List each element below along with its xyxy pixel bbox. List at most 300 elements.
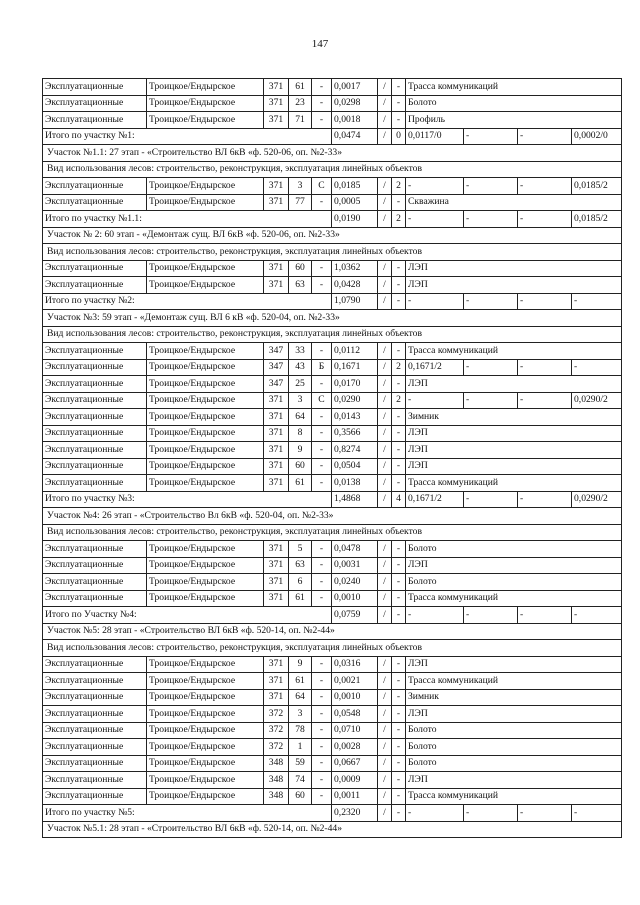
table-cell: - bbox=[312, 194, 332, 211]
table-cell: - bbox=[312, 590, 332, 607]
table-cell: 5 bbox=[289, 541, 312, 558]
forest-plots-table bbox=[42, 78, 622, 838]
table-cell: Троицкое/Ендырское bbox=[147, 590, 264, 607]
table-cell: Троицкое/Ендырское bbox=[147, 194, 264, 211]
table-cell: / bbox=[378, 706, 392, 723]
table-cell: - bbox=[312, 755, 332, 772]
section-title: Вид использования лесов: строительство, реконструкция, эксплуатация линейных объектов bbox=[43, 524, 622, 541]
table-cell: / bbox=[378, 343, 392, 360]
table-cell: 0,0316 bbox=[332, 656, 378, 673]
table-cell: 0,0010 bbox=[332, 689, 378, 706]
table-cell: Зимник bbox=[406, 409, 622, 426]
table-cell: - bbox=[392, 772, 406, 789]
table-cell: / bbox=[378, 79, 392, 96]
table-cell: - bbox=[406, 178, 464, 195]
total-label: Итого по участку №1.1: bbox=[43, 211, 332, 228]
table-cell: Троицкое/Ендырское bbox=[147, 409, 264, 426]
table-cell: ЛЭП bbox=[406, 277, 622, 294]
table-cell: - bbox=[312, 409, 332, 426]
total-cell: - bbox=[572, 805, 622, 822]
total-label: Итого по участку №5: bbox=[43, 805, 332, 822]
section-title: Участок №4: 26 этап - «Строительство Вл 6кВ «ф. 520-04, оп. №2-33» bbox=[43, 508, 622, 525]
table-cell: Эксплуатационные bbox=[43, 178, 147, 195]
table-row bbox=[43, 392, 622, 409]
table-cell: - bbox=[312, 574, 332, 591]
table-cell: / bbox=[378, 376, 392, 393]
table-cell: Эксплуатационные bbox=[43, 95, 147, 112]
total-cell: 0,1671/2 bbox=[406, 491, 464, 508]
table-cell: 61 bbox=[289, 79, 312, 96]
total-cell: 0,0117/0 bbox=[406, 128, 464, 145]
section-header-row bbox=[43, 244, 622, 261]
table-cell: Троицкое/Ендырское bbox=[147, 475, 264, 492]
section-header-row bbox=[43, 821, 622, 838]
section-title: Участок № 2: 60 этап - «Демонтаж сущ. ВЛ 6кВ «ф. 520-06, оп. №2-33» bbox=[43, 227, 622, 244]
table-cell: - bbox=[392, 376, 406, 393]
table-cell: - bbox=[392, 788, 406, 805]
table-cell: ЛЭП bbox=[406, 656, 622, 673]
total-cell: - bbox=[464, 128, 518, 145]
table-cell: / bbox=[378, 95, 392, 112]
table-cell: Эксплуатационные bbox=[43, 788, 147, 805]
table-body bbox=[43, 79, 622, 838]
table-cell: Эксплуатационные bbox=[43, 194, 147, 211]
table-row bbox=[43, 590, 622, 607]
total-cell: - bbox=[464, 491, 518, 508]
table-cell: / bbox=[378, 194, 392, 211]
total-cell: / bbox=[378, 293, 392, 310]
table-cell: 0,0018 bbox=[332, 112, 378, 129]
table-cell: 348 bbox=[264, 788, 289, 805]
table-cell: - bbox=[392, 689, 406, 706]
table-cell: - bbox=[392, 95, 406, 112]
table-cell: / bbox=[378, 755, 392, 772]
table-cell: 371 bbox=[264, 689, 289, 706]
table-cell: Трасса коммуникаций bbox=[406, 590, 622, 607]
table-cell: 0,0428 bbox=[332, 277, 378, 294]
table-cell: Троицкое/Ендырское bbox=[147, 755, 264, 772]
table-cell: 43 bbox=[289, 359, 312, 376]
table-cell: / bbox=[378, 409, 392, 426]
table-cell: Эксплуатационные bbox=[43, 458, 147, 475]
section-header-row bbox=[43, 326, 622, 343]
total-cell: - bbox=[518, 805, 572, 822]
table-cell: Эксплуатационные bbox=[43, 541, 147, 558]
table-cell: / bbox=[378, 458, 392, 475]
table-cell: ЛЭП bbox=[406, 706, 622, 723]
table-cell: Эксплуатационные bbox=[43, 755, 147, 772]
table-cell: / bbox=[378, 689, 392, 706]
table-cell: Эксплуатационные bbox=[43, 79, 147, 96]
total-cell: 0,0290/2 bbox=[572, 491, 622, 508]
table-cell: Болото bbox=[406, 541, 622, 558]
table-cell: 71 bbox=[289, 112, 312, 129]
table-cell: 371 bbox=[264, 260, 289, 277]
table-cell: - bbox=[312, 475, 332, 492]
table-cell: Троицкое/Ендырское bbox=[147, 425, 264, 442]
table-cell: / bbox=[378, 772, 392, 789]
total-cell: 0,2320 bbox=[332, 805, 378, 822]
table-row bbox=[43, 739, 622, 756]
table-row bbox=[43, 95, 622, 112]
table-cell: - bbox=[464, 178, 518, 195]
table-cell: - bbox=[312, 673, 332, 690]
table-cell: / bbox=[378, 739, 392, 756]
table-cell: ЛЭП bbox=[406, 772, 622, 789]
table-cell: Эксплуатационные bbox=[43, 590, 147, 607]
table-cell: Троицкое/Ендырское bbox=[147, 112, 264, 129]
table-cell: 371 bbox=[264, 574, 289, 591]
table-cell: Трасса коммуникаций bbox=[406, 673, 622, 690]
table-row bbox=[43, 673, 622, 690]
table-cell: 64 bbox=[289, 409, 312, 426]
table-cell: / bbox=[378, 788, 392, 805]
table-cell: 0,0290/2 bbox=[572, 392, 622, 409]
table-cell: Эксплуатационные bbox=[43, 722, 147, 739]
section-title: Вид использования лесов: строительство, реконструкция, эксплуатация линейных объектов bbox=[43, 161, 622, 178]
table-cell: / bbox=[378, 112, 392, 129]
table-cell: ЛЭП bbox=[406, 376, 622, 393]
table-cell: / bbox=[378, 574, 392, 591]
section-header-row bbox=[43, 161, 622, 178]
table-row bbox=[43, 557, 622, 574]
table-cell: 33 bbox=[289, 343, 312, 360]
table-cell: Троицкое/Ендырское bbox=[147, 656, 264, 673]
table-cell: Троицкое/Ендырское bbox=[147, 689, 264, 706]
total-cell: / bbox=[378, 128, 392, 145]
table-cell: ЛЭП bbox=[406, 442, 622, 459]
total-cell: / bbox=[378, 607, 392, 624]
table-cell: ЛЭП bbox=[406, 557, 622, 574]
table-cell: 0,0031 bbox=[332, 557, 378, 574]
total-cell: 0,0759 bbox=[332, 607, 378, 624]
table-row bbox=[43, 112, 622, 129]
table-row bbox=[43, 541, 622, 558]
table-cell: Троицкое/Ендырское bbox=[147, 95, 264, 112]
total-row bbox=[43, 293, 622, 310]
section-title: Участок №5.1: 28 этап - «Строительство ВЛ 6кВ «ф. 520-14, оп. №2-44» bbox=[43, 821, 622, 838]
table-cell: 0,0548 bbox=[332, 706, 378, 723]
table-row bbox=[43, 442, 622, 459]
table-cell: 0,0240 bbox=[332, 574, 378, 591]
section-title: Вид использования лесов: строительство, реконструкция, эксплуатация линейных объектов bbox=[43, 326, 622, 343]
table-cell: / bbox=[378, 541, 392, 558]
total-cell: - bbox=[518, 607, 572, 624]
table-cell: - bbox=[392, 277, 406, 294]
table-cell: 347 bbox=[264, 343, 289, 360]
total-label: Итого по участку №2: bbox=[43, 293, 332, 310]
table-cell: - bbox=[392, 194, 406, 211]
table-cell: 60 bbox=[289, 260, 312, 277]
table-cell: 371 bbox=[264, 79, 289, 96]
total-row bbox=[43, 211, 622, 228]
table-row bbox=[43, 458, 622, 475]
table-cell: Троицкое/Ендырское bbox=[147, 79, 264, 96]
table-cell: Эксплуатационные bbox=[43, 475, 147, 492]
table-cell: Троицкое/Ендырское bbox=[147, 673, 264, 690]
table-cell: 77 bbox=[289, 194, 312, 211]
table-cell: 371 bbox=[264, 673, 289, 690]
table-cell: 2 bbox=[392, 178, 406, 195]
table-cell: 0,0667 bbox=[332, 755, 378, 772]
table-cell: - bbox=[312, 260, 332, 277]
total-cell: 0,0474 bbox=[332, 128, 378, 145]
section-title: Участок №5: 28 этап - «Строительство ВЛ 6кВ «ф. 520-14, оп. №2-44» bbox=[43, 623, 622, 640]
table-cell: 25 bbox=[289, 376, 312, 393]
page-number: 147 bbox=[311, 38, 329, 50]
table-cell: - bbox=[392, 557, 406, 574]
table-cell: 371 bbox=[264, 277, 289, 294]
table-cell: Эксплуатационные bbox=[43, 277, 147, 294]
table-cell: Троицкое/Ендырское bbox=[147, 260, 264, 277]
table-cell: - bbox=[312, 788, 332, 805]
table-cell: 3 bbox=[289, 706, 312, 723]
table-cell: Эксплуатационные bbox=[43, 409, 147, 426]
table-cell: Эксплуатационные bbox=[43, 425, 147, 442]
table-row bbox=[43, 425, 622, 442]
table-row bbox=[43, 706, 622, 723]
table-cell: 372 bbox=[264, 706, 289, 723]
table-cell: - bbox=[392, 590, 406, 607]
table-cell: 0,0028 bbox=[332, 739, 378, 756]
total-cell: 0 bbox=[392, 128, 406, 145]
table-cell: Троицкое/Ендырское bbox=[147, 359, 264, 376]
total-row bbox=[43, 607, 622, 624]
table-cell: 371 bbox=[264, 557, 289, 574]
total-cell: / bbox=[378, 491, 392, 508]
table-cell: 0,0298 bbox=[332, 95, 378, 112]
total-cell: - bbox=[572, 607, 622, 624]
total-cell: - bbox=[392, 293, 406, 310]
table-cell: - bbox=[312, 458, 332, 475]
table-cell: 61 bbox=[289, 673, 312, 690]
section-header-row bbox=[43, 310, 622, 327]
table-cell: ЛЭП bbox=[406, 425, 622, 442]
table-cell: Эксплуатационные bbox=[43, 359, 147, 376]
table-cell: 6 bbox=[289, 574, 312, 591]
section-header-row bbox=[43, 508, 622, 525]
table-cell: Эксплуатационные bbox=[43, 343, 147, 360]
table-cell: - bbox=[312, 343, 332, 360]
table-row bbox=[43, 409, 622, 426]
table-cell: 3 bbox=[289, 392, 312, 409]
total-cell: / bbox=[378, 805, 392, 822]
table-cell: 371 bbox=[264, 112, 289, 129]
table-row bbox=[43, 178, 622, 195]
table-cell: Эксплуатационные bbox=[43, 673, 147, 690]
table-cell: Троицкое/Ендырское bbox=[147, 277, 264, 294]
table-row bbox=[43, 79, 622, 96]
table-cell: - bbox=[392, 343, 406, 360]
table-row bbox=[43, 689, 622, 706]
table-cell: 0,1671/2 bbox=[406, 359, 464, 376]
table-cell: Трасса коммуникаций bbox=[406, 788, 622, 805]
table-cell: - bbox=[392, 409, 406, 426]
table-cell: - bbox=[392, 260, 406, 277]
table-cell: Эксплуатационные bbox=[43, 706, 147, 723]
table-cell: 0,0017 bbox=[332, 79, 378, 96]
table-cell: 372 bbox=[264, 722, 289, 739]
table-cell: - bbox=[312, 376, 332, 393]
table-row bbox=[43, 194, 622, 211]
total-cell: - bbox=[406, 211, 464, 228]
total-cell: / bbox=[378, 211, 392, 228]
table-cell: Троицкое/Ендырское bbox=[147, 557, 264, 574]
table-cell: 371 bbox=[264, 95, 289, 112]
table-cell: 2 bbox=[392, 359, 406, 376]
table-cell: 2 bbox=[392, 392, 406, 409]
section-title: Вид использования лесов: строительство, реконструкция, эксплуатация линейных объектов bbox=[43, 244, 622, 261]
table-cell: - bbox=[312, 112, 332, 129]
total-cell: 1,0790 bbox=[332, 293, 378, 310]
table-cell: Эксплуатационные bbox=[43, 772, 147, 789]
table-cell: Троицкое/Ендырское bbox=[147, 442, 264, 459]
table-cell: / bbox=[378, 425, 392, 442]
table-cell: ЛЭП bbox=[406, 458, 622, 475]
table-cell: Троицкое/Ендырское bbox=[147, 788, 264, 805]
table-cell: - bbox=[392, 755, 406, 772]
table-cell: / bbox=[378, 475, 392, 492]
table-cell: 371 bbox=[264, 409, 289, 426]
table-cell: 371 bbox=[264, 425, 289, 442]
table-cell: 371 bbox=[264, 458, 289, 475]
section-header-row bbox=[43, 145, 622, 162]
table-cell: - bbox=[518, 392, 572, 409]
table-cell: 64 bbox=[289, 689, 312, 706]
table-cell: 0,0021 bbox=[332, 673, 378, 690]
table-cell: Эксплуатационные bbox=[43, 739, 147, 756]
table-cell: Болото bbox=[406, 95, 622, 112]
total-cell: 0,0002/0 bbox=[572, 128, 622, 145]
table-cell: Болото bbox=[406, 722, 622, 739]
table-cell: / bbox=[378, 178, 392, 195]
table-cell: 371 bbox=[264, 178, 289, 195]
table-cell: Эксплуатационные bbox=[43, 376, 147, 393]
table-cell: - bbox=[392, 79, 406, 96]
table-cell: 348 bbox=[264, 755, 289, 772]
table-cell: Б bbox=[312, 359, 332, 376]
table-cell: 371 bbox=[264, 590, 289, 607]
total-cell: 4 bbox=[392, 491, 406, 508]
table-cell: Троицкое/Ендырское bbox=[147, 739, 264, 756]
table-cell: / bbox=[378, 656, 392, 673]
total-cell: 1,4868 bbox=[332, 491, 378, 508]
table-cell: Троицкое/Ендырское bbox=[147, 706, 264, 723]
table-cell: Троицкое/Ендырское bbox=[147, 178, 264, 195]
total-cell: - bbox=[518, 491, 572, 508]
table-row bbox=[43, 722, 622, 739]
table-cell: 63 bbox=[289, 277, 312, 294]
table-cell: / bbox=[378, 392, 392, 409]
table-cell: - bbox=[312, 689, 332, 706]
table-cell: 0,0290 bbox=[332, 392, 378, 409]
total-label: Итого по участку №3: bbox=[43, 491, 332, 508]
table-row bbox=[43, 475, 622, 492]
table-cell: / bbox=[378, 277, 392, 294]
table-cell: Эксплуатационные bbox=[43, 574, 147, 591]
table-cell: - bbox=[312, 557, 332, 574]
table-cell: - bbox=[518, 359, 572, 376]
table-cell: - bbox=[312, 79, 332, 96]
table-cell: 1,0362 bbox=[332, 260, 378, 277]
table-cell: Эксплуатационные bbox=[43, 260, 147, 277]
total-cell: - bbox=[464, 211, 518, 228]
table-cell: 3 bbox=[289, 178, 312, 195]
table-cell: - bbox=[312, 95, 332, 112]
table-row bbox=[43, 260, 622, 277]
table-cell: Троицкое/Ендырское bbox=[147, 343, 264, 360]
total-cell: - bbox=[464, 805, 518, 822]
table-row bbox=[43, 656, 622, 673]
table-row bbox=[43, 788, 622, 805]
table-cell: Троицкое/Ендырское bbox=[147, 722, 264, 739]
section-header-row bbox=[43, 227, 622, 244]
total-row bbox=[43, 491, 622, 508]
total-cell: 0,0185/2 bbox=[572, 211, 622, 228]
table-cell: Зимник bbox=[406, 689, 622, 706]
total-cell: - bbox=[518, 293, 572, 310]
table-cell: 0,0143 bbox=[332, 409, 378, 426]
table-cell: 371 bbox=[264, 442, 289, 459]
table-row bbox=[43, 343, 622, 360]
table-cell: ЛЭП bbox=[406, 260, 622, 277]
table-cell: - bbox=[392, 442, 406, 459]
table-cell: 1 bbox=[289, 739, 312, 756]
table-cell: 0,0710 bbox=[332, 722, 378, 739]
table-cell: - bbox=[312, 656, 332, 673]
table-cell: / bbox=[378, 590, 392, 607]
table-cell: Эксплуатационные bbox=[43, 557, 147, 574]
section-header-row bbox=[43, 524, 622, 541]
table-cell: 371 bbox=[264, 656, 289, 673]
table-cell: - bbox=[406, 392, 464, 409]
table-cell: Эксплуатационные bbox=[43, 392, 147, 409]
table-cell: 347 bbox=[264, 376, 289, 393]
table-cell: С bbox=[312, 392, 332, 409]
total-cell: - bbox=[464, 607, 518, 624]
total-cell: 0,0190 bbox=[332, 211, 378, 228]
table-cell: С bbox=[312, 178, 332, 195]
table-cell: / bbox=[378, 673, 392, 690]
table-cell: Трасса коммуникаций bbox=[406, 79, 622, 96]
table-row bbox=[43, 376, 622, 393]
table-cell: 0,8274 bbox=[332, 442, 378, 459]
table-cell: Троицкое/Ендырское bbox=[147, 541, 264, 558]
total-cell: - bbox=[518, 211, 572, 228]
table-cell: 78 bbox=[289, 722, 312, 739]
table-cell: - bbox=[392, 739, 406, 756]
table-cell: 0,0010 bbox=[332, 590, 378, 607]
section-title: Участок №3: 59 этап - «Демонтаж сущ. ВЛ 6 кВ «ф. 520-04, оп. №2-33» bbox=[43, 310, 622, 327]
table-cell: 371 bbox=[264, 392, 289, 409]
table-cell: 59 bbox=[289, 755, 312, 772]
table-cell: 0,0185/2 bbox=[572, 178, 622, 195]
table-cell: 8 bbox=[289, 425, 312, 442]
table-cell: Трасса коммуникаций bbox=[406, 475, 622, 492]
table-cell: / bbox=[378, 442, 392, 459]
table-row bbox=[43, 772, 622, 789]
total-cell: - bbox=[392, 805, 406, 822]
table-cell: 0,0504 bbox=[332, 458, 378, 475]
table-cell: Болото bbox=[406, 755, 622, 772]
table-cell: / bbox=[378, 557, 392, 574]
table-cell: 0,0138 bbox=[332, 475, 378, 492]
table-cell: Болото bbox=[406, 574, 622, 591]
total-row bbox=[43, 805, 622, 822]
section-title: Вид использования лесов: строительство, реконструкция, эксплуатация линейных объектов bbox=[43, 640, 622, 657]
table-cell: Эксплуатационные bbox=[43, 442, 147, 459]
table-cell: - bbox=[392, 656, 406, 673]
